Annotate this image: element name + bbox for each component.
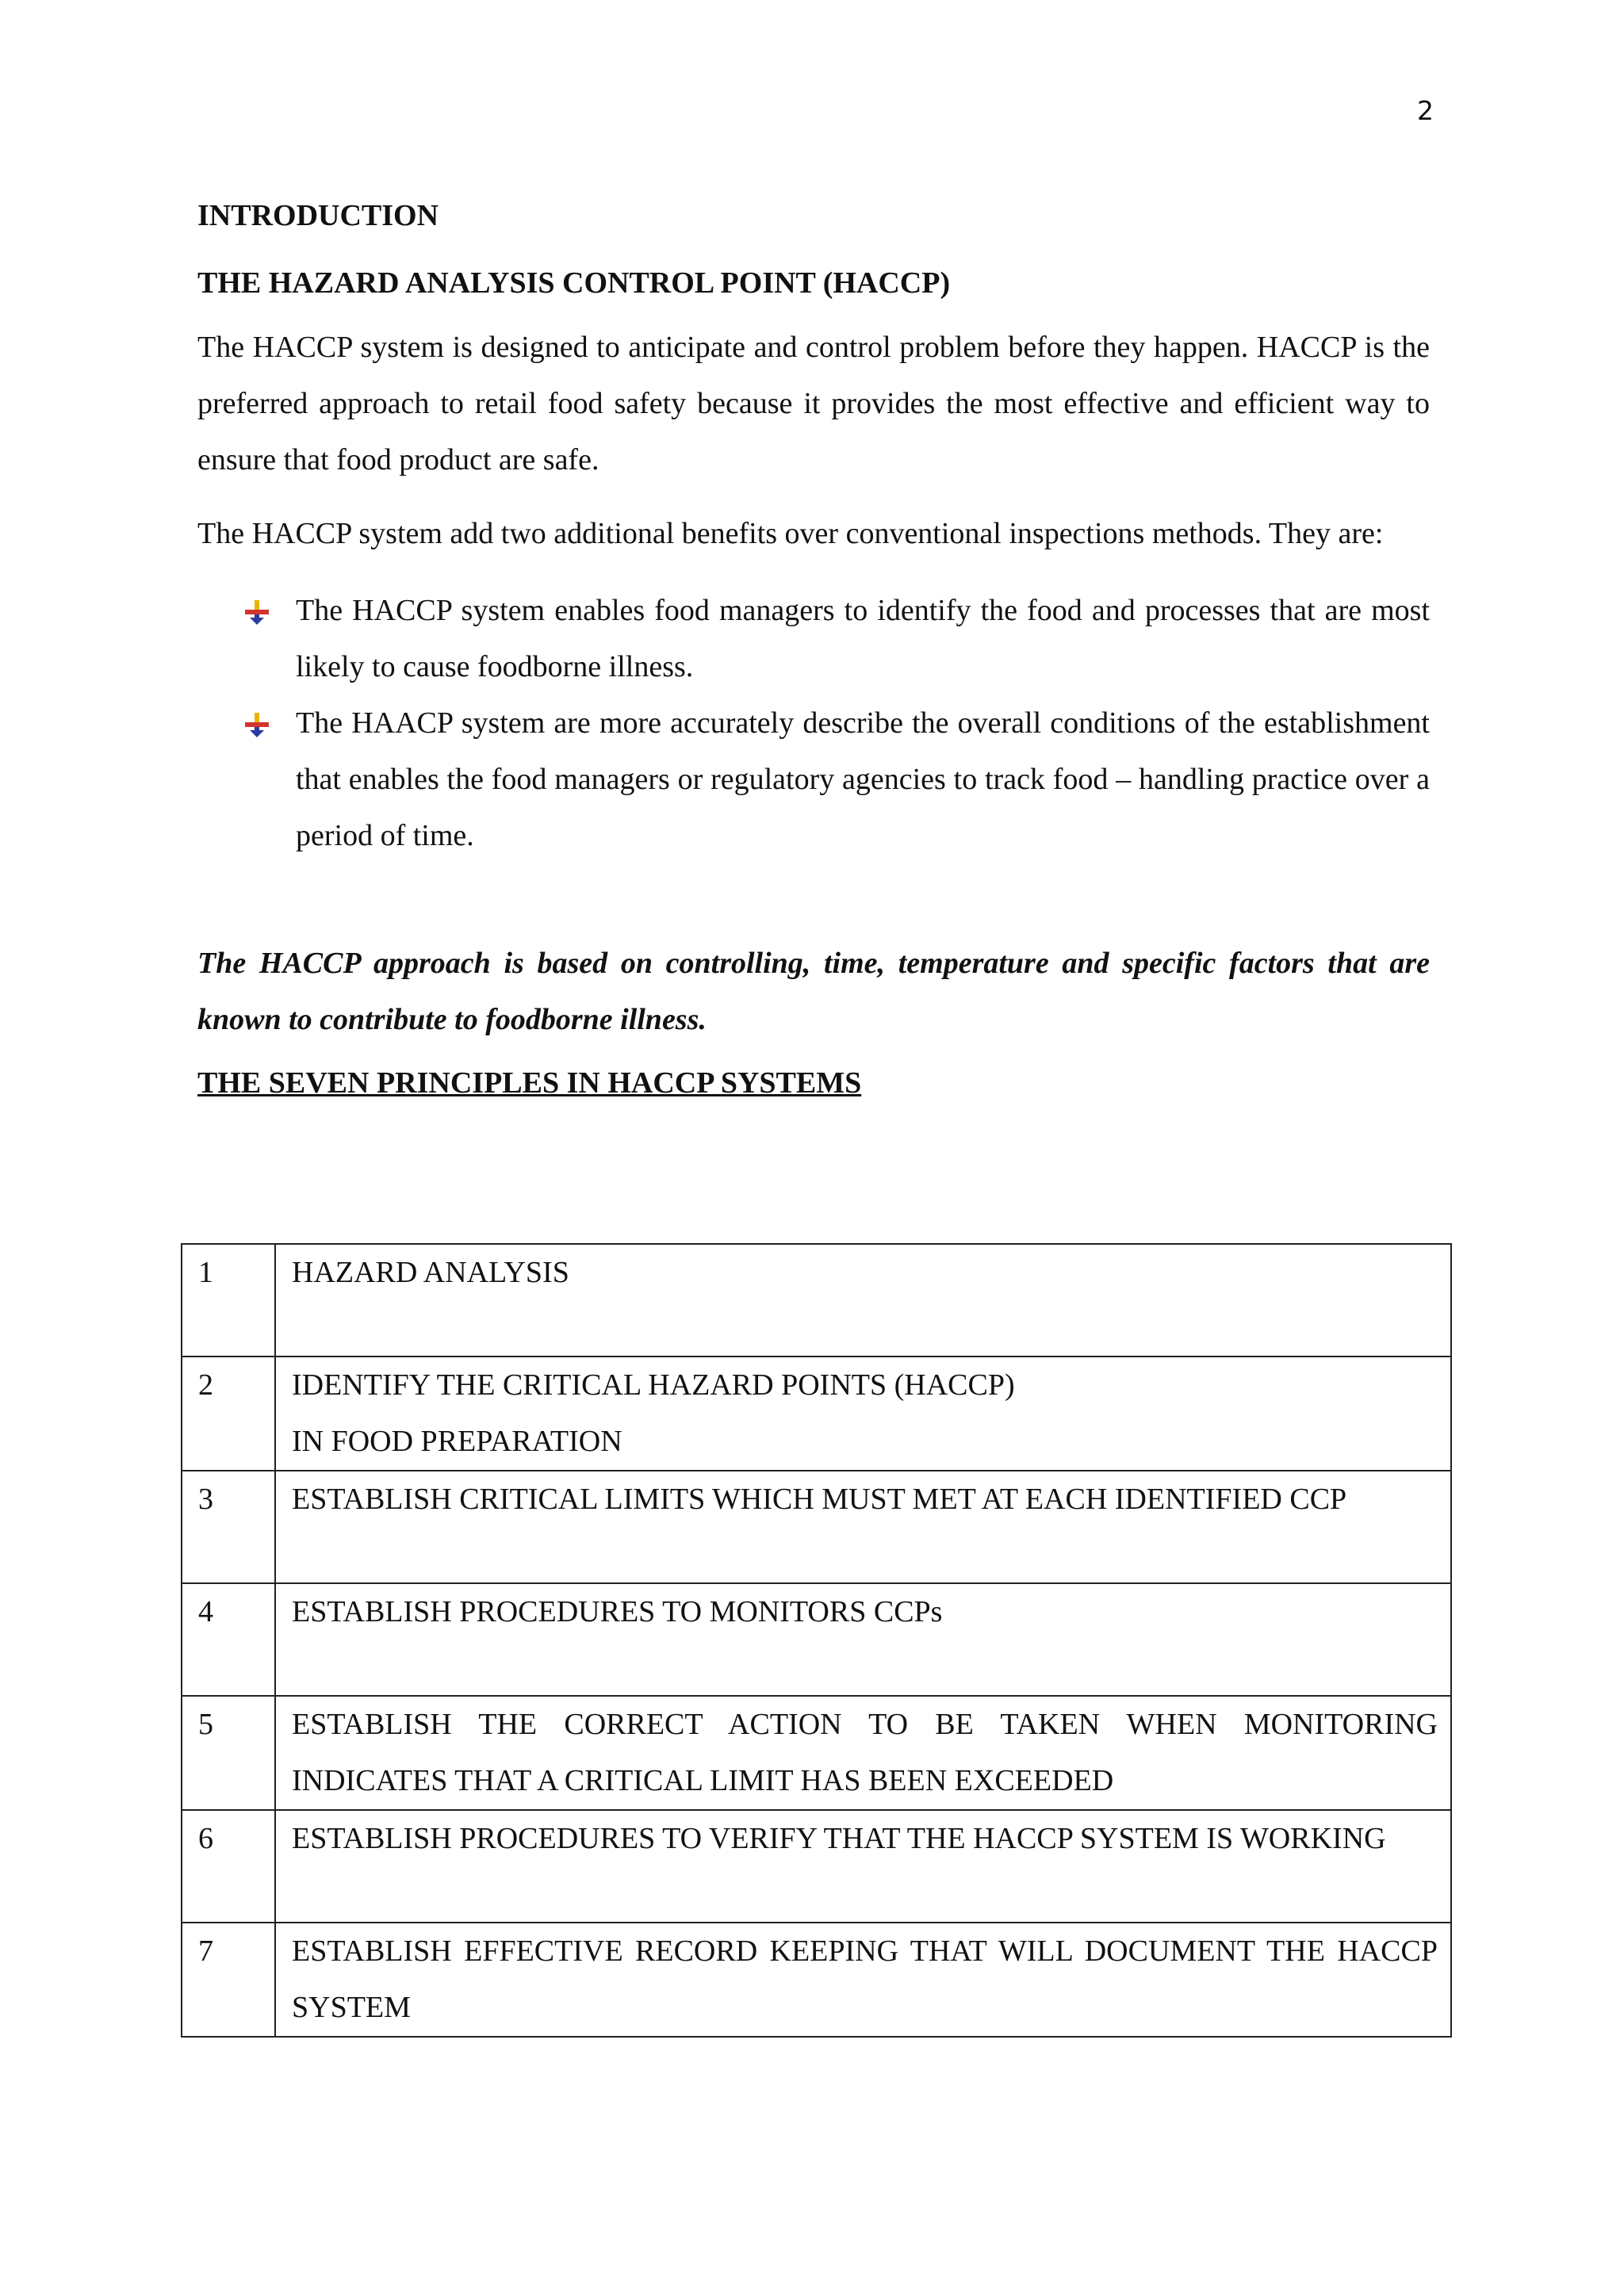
table-row — [182, 1244, 1451, 1357]
intro-paragraph: The HACCP system is designed to anticipate and control problem before they happen. HACCP is the preferred approach to retail food safety because it provides the most effective and efficient way to ensure that food product are safe. — [197, 331, 1430, 476]
list-item — [296, 583, 1430, 695]
principle-text: ESTABLISH EFFECTIVE RECORD KEEPING THAT WILL DOCUMENT THE HACCP SYSTEM — [275, 1923, 1451, 2037]
bullet-text: The HAACP system are more accurately describe the overall conditions of the establishment that enables the food managers or regulatory agencies to track food – handling practice over a period of time. — [296, 706, 1430, 852]
table-row — [182, 1471, 1451, 1583]
benefits-list — [197, 583, 1430, 864]
cross-arrow-bullet-icon — [243, 711, 270, 738]
haccp-title-heading: THE HAZARD ANALYSIS CONTROL POINT (HACCP) — [197, 266, 951, 300]
table-row — [182, 1696, 1451, 1810]
principle-number: 1 — [182, 1244, 275, 1357]
principle-text: ESTABLISH THE CORRECT ACTION TO BE TAKEN WHEN MONITORING INDICATES THAT A CRITICAL LIMIT HAS BEEN EXCEEDED — [275, 1696, 1451, 1810]
principle-text: ESTABLISH PROCEDURES TO MONITORS CCPs — [275, 1583, 1451, 1696]
page-number: 2 — [1417, 95, 1434, 126]
table-row — [182, 1583, 1451, 1696]
table-row — [182, 1923, 1451, 2037]
emphasis-statement: The HACCP approach is based on controlling, time, temperature and specific factors that are known to contribute to foodborne illness. — [197, 947, 1430, 1036]
principle-number: 3 — [182, 1471, 275, 1583]
list-item — [296, 695, 1430, 864]
introduction-heading: INTRODUCTION — [197, 199, 439, 232]
principle-text: HAZARD ANALYSIS — [275, 1244, 1451, 1357]
principle-text: ESTABLISH CRITICAL LIMITS WHICH MUST MET AT EACH IDENTIFIED CCP — [275, 1471, 1451, 1583]
principle-number: 6 — [182, 1810, 275, 1923]
principle-number: 7 — [182, 1923, 275, 2037]
document-body — [197, 192, 1430, 1107]
bullet-text: The HACCP system enables food managers to identify the food and processes that are most likely to cause foodborne illness. — [296, 594, 1430, 683]
principle-text: ESTABLISH PROCEDURES TO VERIFY THAT THE HACCP SYSTEM IS WORKING — [275, 1810, 1451, 1923]
principle-number: 5 — [182, 1696, 275, 1810]
table-row — [182, 1810, 1451, 1923]
seven-principles-title: THE SEVEN PRINCIPLES IN HACCP SYSTEMS — [197, 1066, 862, 1100]
benefits-paragraph: The HACCP system add two additional benefits over conventional inspections methods. They are: — [197, 517, 1384, 550]
principle-text: IDENTIFY THE CRITICAL HAZARD POINTS (HACCP) IN FOOD PREPARATION — [275, 1357, 1451, 1471]
cross-arrow-bullet-icon — [243, 599, 270, 626]
principle-number: 2 — [182, 1357, 275, 1471]
principles-table — [181, 1243, 1452, 2038]
table-row — [182, 1357, 1451, 1471]
principle-number: 4 — [182, 1583, 275, 1696]
